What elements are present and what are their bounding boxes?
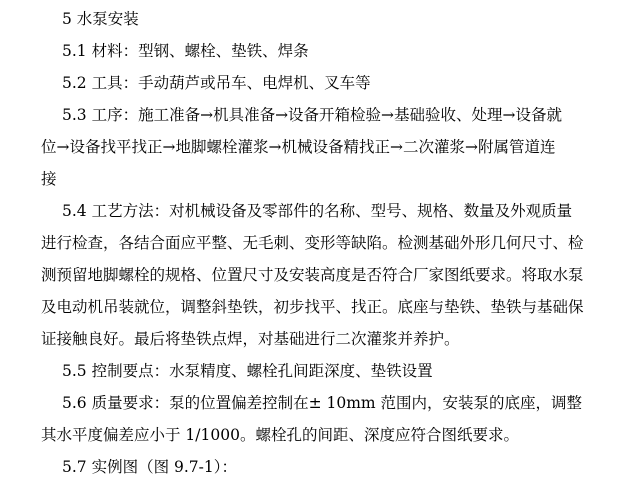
section-heading: 5 水泵安装 xyxy=(62,10,139,28)
item-5-4-line-4: 及电动机吊装就位，调整斜垫铁，初步找平、找正。底座与垫铁、垫铁与基础保 xyxy=(41,298,584,316)
item-5-6-line-2: 其水平度偏差应小于 1/1000。螺栓孔的间距、深度应符合图纸要求。 xyxy=(41,426,519,444)
item-5-4-line-2: 进行检查，各结合面应平整、无毛刺、变形等缺陷。检测基础外形几何尺寸、检 xyxy=(41,234,584,252)
item-5-7-line-1: 5.7 实例图（图 9.7-1）： xyxy=(62,458,238,476)
item-5-6-line-1: 5.6 质量要求：泵的位置偏差控制在± 10mm 范围内，安装泵的底座，调整 xyxy=(62,394,583,412)
item-5-4-line-1: 5.4 工艺方法：对机械设备及零部件的名称、型号、规格、数量及外观质量 xyxy=(62,202,573,220)
item-5-5-line-1: 5.5 控制要点：水泵精度、螺栓孔间距深度、垫铁设置 xyxy=(62,362,433,380)
item-5-1-line-1: 5.1 材料：型钢、螺栓、垫铁、焊条 xyxy=(62,42,309,60)
item-5-4-line-3: 测预留地脚螺栓的规格、位置尺寸及安装高度是否符合厂家图纸要求。将取水泵 xyxy=(41,266,584,284)
item-5-4-line-5: 证接触良好。最后将垫铁点焊，对基础进行二次灌浆并养护。 xyxy=(41,330,460,348)
item-5-3-line-1: 5.3 工序：施工准备→机具准备→设备开箱检验→基础验收、处理→设备就 xyxy=(62,106,563,124)
item-5-2-line-1: 5.2 工具：手动葫芦或吊车、电焊机、叉车等 xyxy=(62,74,371,92)
item-5-3-line-2: 位→设备找平找正→地脚螺栓灌浆→机械设备精找正→二次灌浆→附属管道连 xyxy=(41,138,556,156)
item-5-3-line-3: 接 xyxy=(41,170,57,188)
